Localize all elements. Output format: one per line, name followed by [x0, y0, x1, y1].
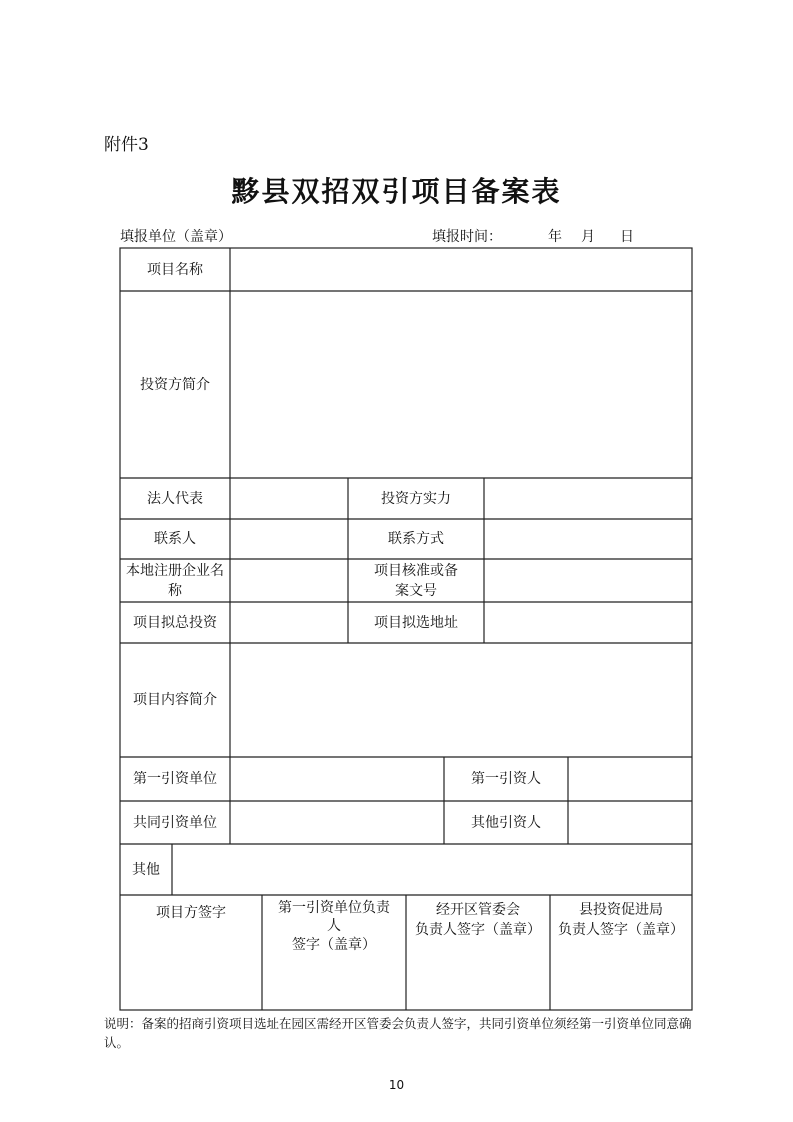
total-investment-label: 项目拟总投资 — [133, 614, 217, 631]
sign-bureau-line2: 负责人签字（盖章） — [558, 922, 684, 938]
joint-unit-label: 共同引资单位 — [133, 814, 217, 831]
approval-no-field[interactable] — [485, 560, 691, 601]
time-label: 填报时间： — [432, 229, 502, 245]
sign-dev-zone-line2: 负责人签字（盖章） — [415, 922, 541, 938]
sign-first-unit-block — [262, 899, 406, 955]
approval-no-label: 项目核准或备案文号 — [374, 562, 458, 599]
site-address-field[interactable] — [485, 603, 691, 642]
other-label: 其他 — [132, 861, 160, 878]
sign-bureau-line1: 县投资促进局 — [579, 902, 663, 918]
contact-label: 联系人 — [154, 531, 196, 547]
sign-bureau-block — [550, 900, 692, 940]
total-investment-field[interactable] — [231, 603, 347, 642]
sign-project-field[interactable] — [121, 935, 261, 1009]
investor-intro-label: 投资方简介 — [140, 376, 210, 393]
site-address-label: 项目拟选地址 — [374, 614, 458, 631]
content-intro-label: 项目内容简介 — [133, 692, 217, 708]
sign-dev-zone-line1: 经开区管委会 — [436, 902, 520, 918]
other-person-field[interactable] — [569, 802, 691, 843]
joint-unit-field[interactable] — [231, 802, 443, 843]
sign-first-unit-line2: 签字（盖章） — [292, 937, 376, 953]
investor-strength-field[interactable] — [485, 479, 691, 518]
first-person-label: 第一引资人 — [471, 771, 541, 787]
investor-intro-field[interactable] — [231, 292, 691, 477]
local-company-label: 本地注册企业名称 — [126, 562, 224, 599]
sign-dev-zone-block — [406, 900, 550, 940]
legal-rep-label: 法人代表 — [147, 490, 203, 507]
sign-first-unit-line1: 第一引资单位负责人 — [278, 900, 390, 934]
investor-strength-label: 投资方实力 — [381, 490, 451, 507]
legal-rep-field[interactable] — [231, 479, 347, 518]
sign-bureau-field[interactable] — [551, 945, 691, 1009]
other-person-label: 其他引资人 — [471, 814, 541, 831]
sign-project-label: 项目方签字 — [156, 905, 226, 921]
attachment-label: 附件3 — [104, 135, 149, 155]
sign-dev-zone-field[interactable] — [407, 945, 549, 1009]
first-unit-field[interactable] — [231, 758, 443, 800]
unit-label: 填报单位（盖章） — [120, 229, 232, 245]
first-person-field[interactable] — [569, 758, 691, 800]
contact-info-field[interactable] — [485, 520, 691, 558]
first-unit-label: 第一引资单位 — [133, 771, 217, 787]
day-label: 日 — [620, 229, 634, 245]
contact-field[interactable] — [231, 520, 347, 558]
footnote: 说明：备案的招商引资项目选址在园区需经开区管委会负责人签字，共同引资单位须经第一引资单位同意确认。 — [104, 1016, 692, 1050]
month-label: 月 — [581, 229, 595, 245]
page-number: 10 — [388, 1078, 405, 1092]
project-name-field[interactable] — [231, 249, 691, 290]
page-title: 黟县双招双引项目备案表 — [231, 175, 562, 208]
project-name-label: 项目名称 — [147, 261, 203, 278]
sign-first-unit-field[interactable] — [263, 955, 405, 1009]
contact-info-label: 联系方式 — [388, 531, 444, 547]
year-label: 年 — [548, 229, 562, 245]
other-field[interactable] — [173, 845, 691, 894]
local-company-field[interactable] — [231, 560, 347, 601]
content-intro-field[interactable] — [231, 644, 691, 756]
